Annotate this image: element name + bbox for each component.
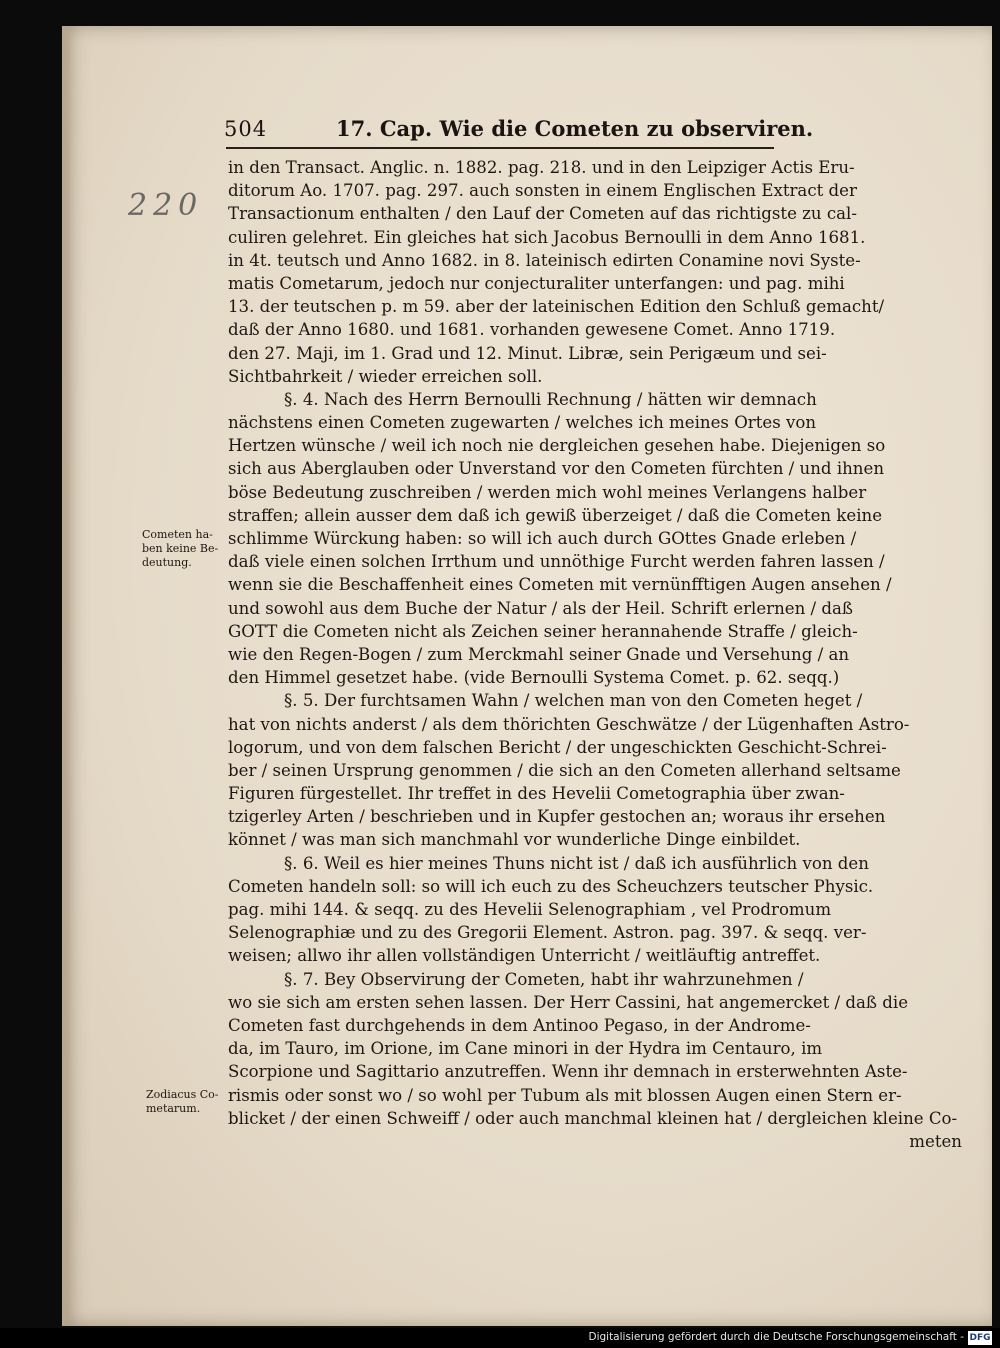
text-line: Cometen handeln soll: so will ich euch zu des Scheuchzers teutscher Physic. [228,876,874,896]
text-line: daß viele einen solchen Irrthum und unnöthige Furcht werden fahren lassen / [228,552,885,572]
text-line: in den Transact. Anglic. n. 1882. pag. 218. und in den Leipziger Actis Eru- [228,158,855,177]
text-line: blicket / der einen Schweiff / oder auch manchmal kleinen hat / dergleichen kleine Co- [228,1108,958,1128]
text-line: wo sie sich am ersten sehen lassen. Der Herr Cassini, hat angemercket / daß die [228,992,909,1012]
text-line: weisen; allwo ihr allen vollständigen Unterricht / weitläuftig antreffet. [228,946,821,966]
text-line: culiren gelehret. Ein gleiches hat sich Jacobus Bernoulli in dem Anno 1681. [228,227,866,247]
text-line: hat von nichts anderst / als dem thörichten Geschwätze / der Lügenhaften Astro- [228,714,910,734]
text-line: böse Bedeutung zuschreiben / werden mich wohl meines Verlangens halber [228,482,867,502]
text-line: nächstens einen Cometen zugewarten / welches ich meines Ortes von [228,413,817,433]
text-line: straffen; allein ausser dem daß ich gewiß überzeiget / daß die Cometen keine [228,505,883,525]
text-line: wie den Regen-Bogen / zum Merckmahl seiner Gnade und Versehung / an [228,644,850,664]
text-line: ber / seinen Ursprung genommen / die sich an den Cometen allerhand seltsame [228,760,901,780]
text-line: und sowohl aus dem Buche der Natur / als der Heil. Schrift erlernen / daß [228,598,854,618]
text-line: in 4t. teutsch und Anno 1682. in 8. lateinisch edirten Conamine novi Syste- [228,250,861,270]
margin-note-line: Cometen ha- [142,528,213,541]
dfg-logo: DFG [969,1333,991,1343]
page-number: 504 [224,117,268,141]
text-line: wenn sie die Beschaffenheit eines Cometen mit vernünfftigen Augen ansehen / [228,575,892,595]
margin-note-meaning [142,528,236,570]
text-line: Cometen fast durchgehends in dem Antinoo Pegaso, in der Androme- [228,1015,811,1035]
text-line: Scorpione und Sagittario anzutreffen. Wenn ihr demnach in ersterwehnten Aste- [228,1062,908,1082]
page-header [224,116,814,150]
paragraph-start-line: §. 7. Bey Observirung der Cometen, habt ihr wahrzunehmen / [284,969,804,989]
body-text [228,156,962,1153]
margin-note-line: deutung. [142,556,192,569]
margin-note-zodiac [146,1088,240,1116]
margin-note-line: ben keine Be- [142,542,219,555]
text-line: Figuren fürgestellet. Ihr treffet in des Hevelii Cometographia über zwan- [228,784,845,804]
text-line: sich aus Aberglauben oder Unverstand vor den Cometen fürchten / und ihnen [228,459,885,479]
running-title: 17. Cap. Wie die Cometen zu observiren. [336,116,814,141]
text-line: rismis oder sonst wo / so wohl per Tubum als mit blossen Augen einen Stern er- [228,1085,902,1105]
text-line: pag. mihi 144. & seqq. zu des Hevelii Selenographiam , vel Prodromum [228,900,832,919]
text-line: GOTT die Cometen nicht als Zeichen seiner herannahende Straffe / gleich- [228,621,858,641]
text-line: Selenographiæ und zu des Gregorii Element. Astron. pag. 397. & seqq. ver- [228,923,867,943]
text-line: Hertzen wünsche / weil ich noch nie dergleichen gesehen habe. Diejenigen so [228,436,886,456]
text-line: den Himmel gesetzet habe. (vide Bernoulli Systema Comet. p. 62. seqq.) [228,668,840,688]
text-line: tzigerley Arten / beschrieben und in Kupfer gestochen an; woraus ihr ersehen [228,807,886,827]
handwritten-margin-number: 220 [128,188,204,223]
text-line: Sichtbahrkeit / wieder erreichen soll. [228,366,543,386]
margin-note-line: Zodiacus Co- [146,1088,219,1101]
catchword: meten [909,1131,962,1151]
text-line: daß der Anno 1680. und 1681. vorhanden gewesene Comet. Anno 1719. [228,320,836,340]
text-line: den 27. Maji, im 1. Grad und 12. Minut. Libræ, sein Perigæum und sei- [228,343,827,363]
text-line: da, im Tauro, im Orione, im Cane minori in der Hydra im Centauro, im [228,1039,823,1059]
text-line: logorum, und von dem falschen Bericht / der ungeschickten Geschicht-Schrei- [228,737,887,757]
paragraph-start-line: §. 6. Weil es hier meines Thuns nicht ist / daß ich ausführlich von den [284,853,869,873]
text-line: 13. der teutschen p. m 59. aber der lateinischen Edition den Schluß gemacht/ [228,297,885,317]
page-gutter-shadow [62,26,72,1326]
text-line: schlimme Würckung haben: so will ich auch durch GOttes Gnade erleben / [228,529,857,548]
digitization-credit: Digitalisierung gefördert durch die Deutsche Forschungsgemeinschaft - [588,1331,964,1343]
text-line: Transactionum enthalten / den Lauf der Cometen auf das richtigste zu cal- [228,204,857,224]
paragraph-start-line: §. 4. Nach des Herrn Bernoulli Rechnung / hätten wir demnach [284,389,817,409]
margin-note-line: metarum. [146,1102,201,1115]
text-line: matis Cometarum, jedoch nur conjecturaliter unterfangen: und pag. mihi [228,273,845,293]
text-line: ditorum Ao. 1707. pag. 297. auch sonsten in einem Englischen Extract der [228,181,857,201]
header-rule [226,147,774,149]
text-line: könnet / was man sich manchmahl vor wunderliche Dinge einbildet. [228,830,801,850]
paragraph-start-line: §. 5. Der furchtsamen Wahn / welchen man von den Cometen heget / [284,691,863,711]
